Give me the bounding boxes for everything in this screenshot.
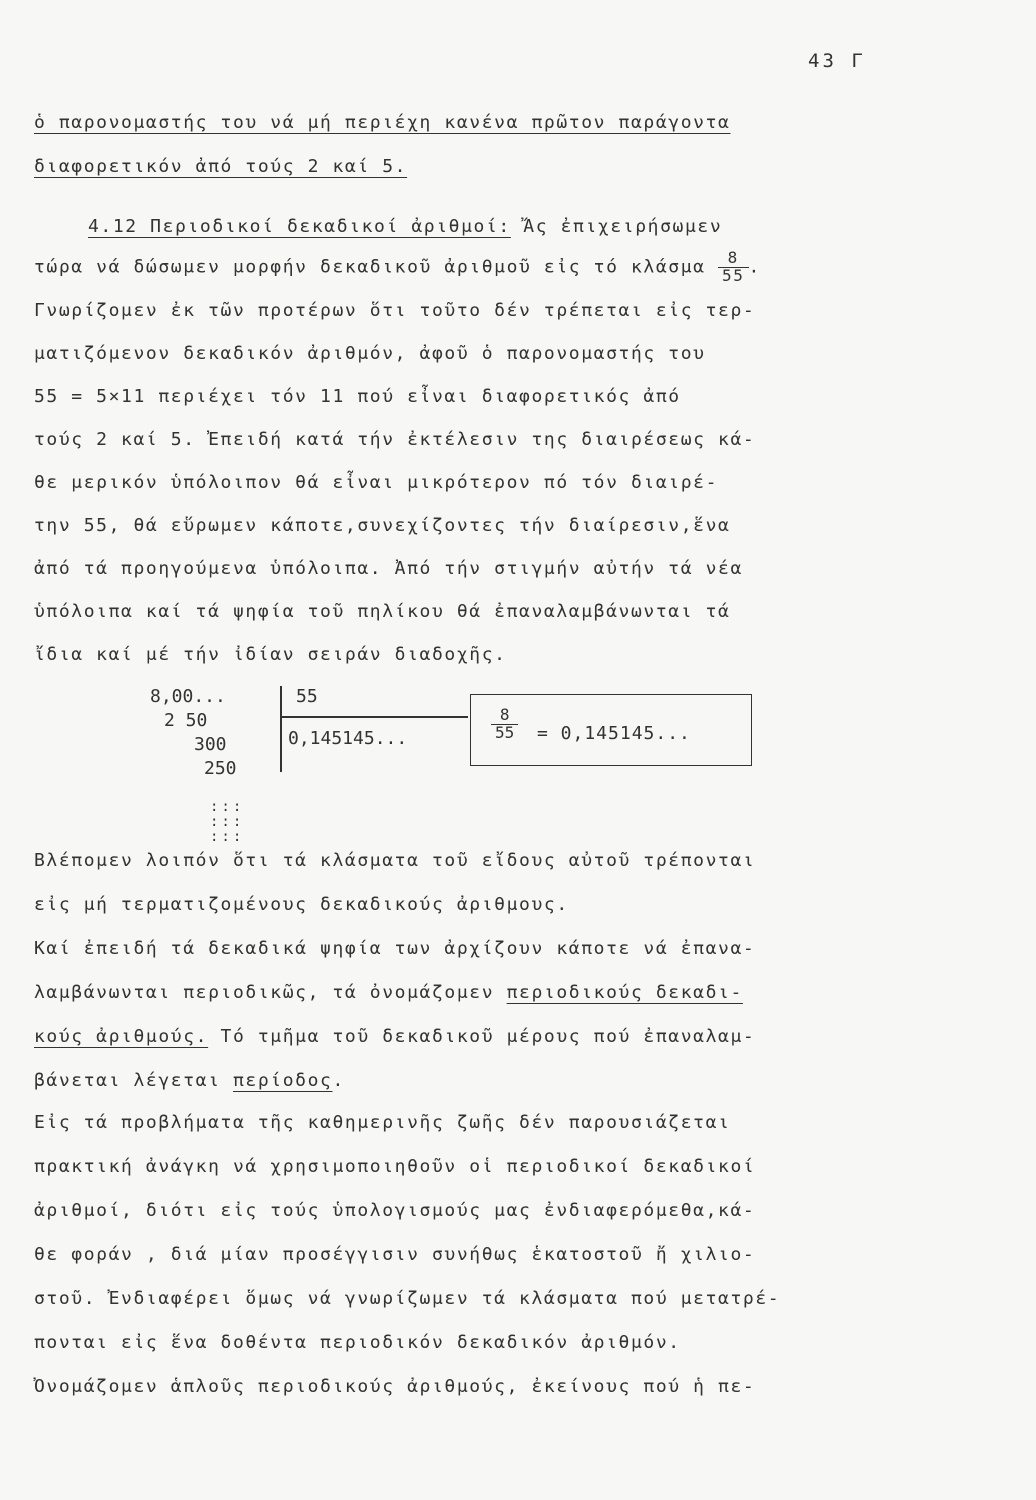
text-line-2: διαφορετικόν ἀπό τούς 2 καί 5. — [34, 156, 408, 177]
fraction-denominator: 55 — [718, 267, 748, 285]
remainder-3: 250 — [204, 758, 237, 779]
remainder-1: 2 50 — [164, 710, 208, 731]
section-heading-line — [88, 216, 722, 237]
text-line-12: ὑπόλοιπα καί τά ψηφία τοῦ πηλίκου θά ἐπαναλαμβάνωνται τά — [34, 601, 731, 622]
text-line-19-text: βάνεται λέγεται — [34, 1070, 233, 1091]
text-line-25: πονται εἰς ἕνα δοθέντα περιοδικόν δεκαδικόν ἀριθμόν. — [34, 1332, 681, 1353]
text-line-5: Γνωρίζομεν ἐκ τῶν προτέρων ὅτι τοῦτο δέν τρέπεται εἰς τερ- — [34, 300, 756, 321]
text-line-26: Ὀνομάζομεν ἁπλοῦς περιοδικούς ἀριθμούς, ἐκείνους πού ἡ πε- — [34, 1376, 756, 1397]
text-line-8: τούς 2 καί 5. Ἐπειδή κατά τήν ἐκτέλεσιν της διαιρέσεως κά- — [34, 429, 756, 450]
text-line-1: ὁ παρονομαστής του νά μή περιέχη κανένα πρῶτον παράγοντα — [34, 112, 731, 133]
page-number: 43 Γ — [808, 50, 866, 72]
continuation-dots: ::: ::: ::: — [210, 799, 245, 845]
text-line-11: ἀπό τά προηγούμενα ὑπόλοιπα. Ἀπό τήν στιγμήν αὐτήν τά νέα — [34, 558, 743, 579]
text-line-17 — [34, 982, 743, 1003]
text-line-22: ἀριθμοί, διότι εἰς τούς ὑπολογισμούς μας ἐνδιαφερόμεθα,κά- — [34, 1200, 756, 1221]
text-line-19-end: . — [332, 1070, 345, 1091]
text-line-14: Βλέπομεν λοιπόν ὅτι τά κλάσματα τοῦ εἴδους αὐτοῦ τρέπονται — [34, 850, 756, 871]
fraction-period: . — [748, 256, 761, 278]
term-periodic-decimals-end: κούς ἀριθμούς. — [34, 1026, 209, 1047]
text-line-17-text: λαμβάνωνται περιοδικῶς, τά ὀνομάζομεν — [34, 982, 507, 1003]
text-line-13: ἴδια καί μέ τήν ἰδίαν σειράν διαδοχῆς. — [34, 644, 507, 665]
division-horizontal-bar — [280, 716, 468, 718]
remainder-2: 300 — [194, 734, 227, 755]
text-line-18 — [34, 1026, 755, 1047]
section-heading-rest: Ἄς ἐπιχειρήσωμεν — [510, 216, 723, 237]
text-line-10: την 55, θά εὕρωμεν κάποτε,συνεχίζοντες τήν διαίρεσιν,ἕνα — [34, 515, 731, 536]
box-fraction-denominator: 55 — [491, 724, 518, 742]
dividend: 8,00... — [150, 686, 226, 707]
division-left-column — [150, 685, 237, 781]
text-line-4-text: τώρα νά δώσωμεν μορφήν δεκαδικοῦ ἀριθμοῦ εἰς τό κλάσμα — [34, 256, 719, 278]
text-line-24: στοῦ. Ἐνδιαφέρει ὅμως νά γνωρίζωμεν τά κλάσματα πού μετατρέ- — [34, 1288, 781, 1309]
inline-fraction — [718, 250, 748, 285]
text-line-16: Καί ἐπειδή τά δεκαδικά ψηφία των ἀρχίζουν κάποτε νά ἐπανα- — [34, 938, 756, 959]
divisor: 55 — [296, 686, 318, 707]
text-line-15: εἰς μή τερματιζομένους δεκαδικούς ἀριθμους. — [34, 894, 569, 915]
text-line-20: Εἰς τά προβλήματα τῆς καθημερινῆς ζωῆς δέν παρουσιάζεται — [34, 1112, 731, 1133]
term-periodic-decimals: περιοδικούς δεκαδι- — [506, 982, 743, 1003]
quotient: 0,145145... — [288, 728, 408, 749]
text-line-21: πρακτική ἀνάγκη νά χρησιμοποιηθοῦν οἱ περιοδικοί δεκαδικοί — [34, 1156, 756, 1177]
text-line-6: ματιζόμενον δεκαδικόν ἀριθμόν, ἀφοῦ ὁ παρονομαστής του — [34, 343, 706, 364]
term-period: περίοδος — [233, 1070, 333, 1091]
text-line-19 — [34, 1070, 345, 1091]
text-line-9: θε μερικόν ὑπόλοιπον θά εἶναι μικρότερον πό τόν διαιρέ- — [34, 472, 719, 493]
division-vertical-bar — [280, 686, 282, 772]
box-result: = 0,145145... — [537, 723, 691, 744]
box-fraction-numerator: 8 — [499, 705, 510, 724]
text-line-4 — [34, 250, 761, 285]
box-fraction — [491, 707, 518, 742]
text-line-18-text: Τό τμῆμα τοῦ δεκαδικοῦ μέρους πού ἐπαναλαμ- — [208, 1026, 756, 1047]
text-line-7: 55 = 5×11 περιέχει τόν 11 πού εἶναι διαφορετικός ἀπό — [34, 386, 681, 407]
result-box — [470, 694, 752, 766]
fraction-numerator: 8 — [727, 248, 739, 267]
text-line-23: θε φοράν , διά μίαν προσέγγισιν συνήθως ἑκατοστοῦ ἤ χιλιο- — [34, 1244, 756, 1265]
section-heading: 4.12 Περιοδικοί δεκαδικοί ἀριθμοί: — [88, 216, 511, 237]
